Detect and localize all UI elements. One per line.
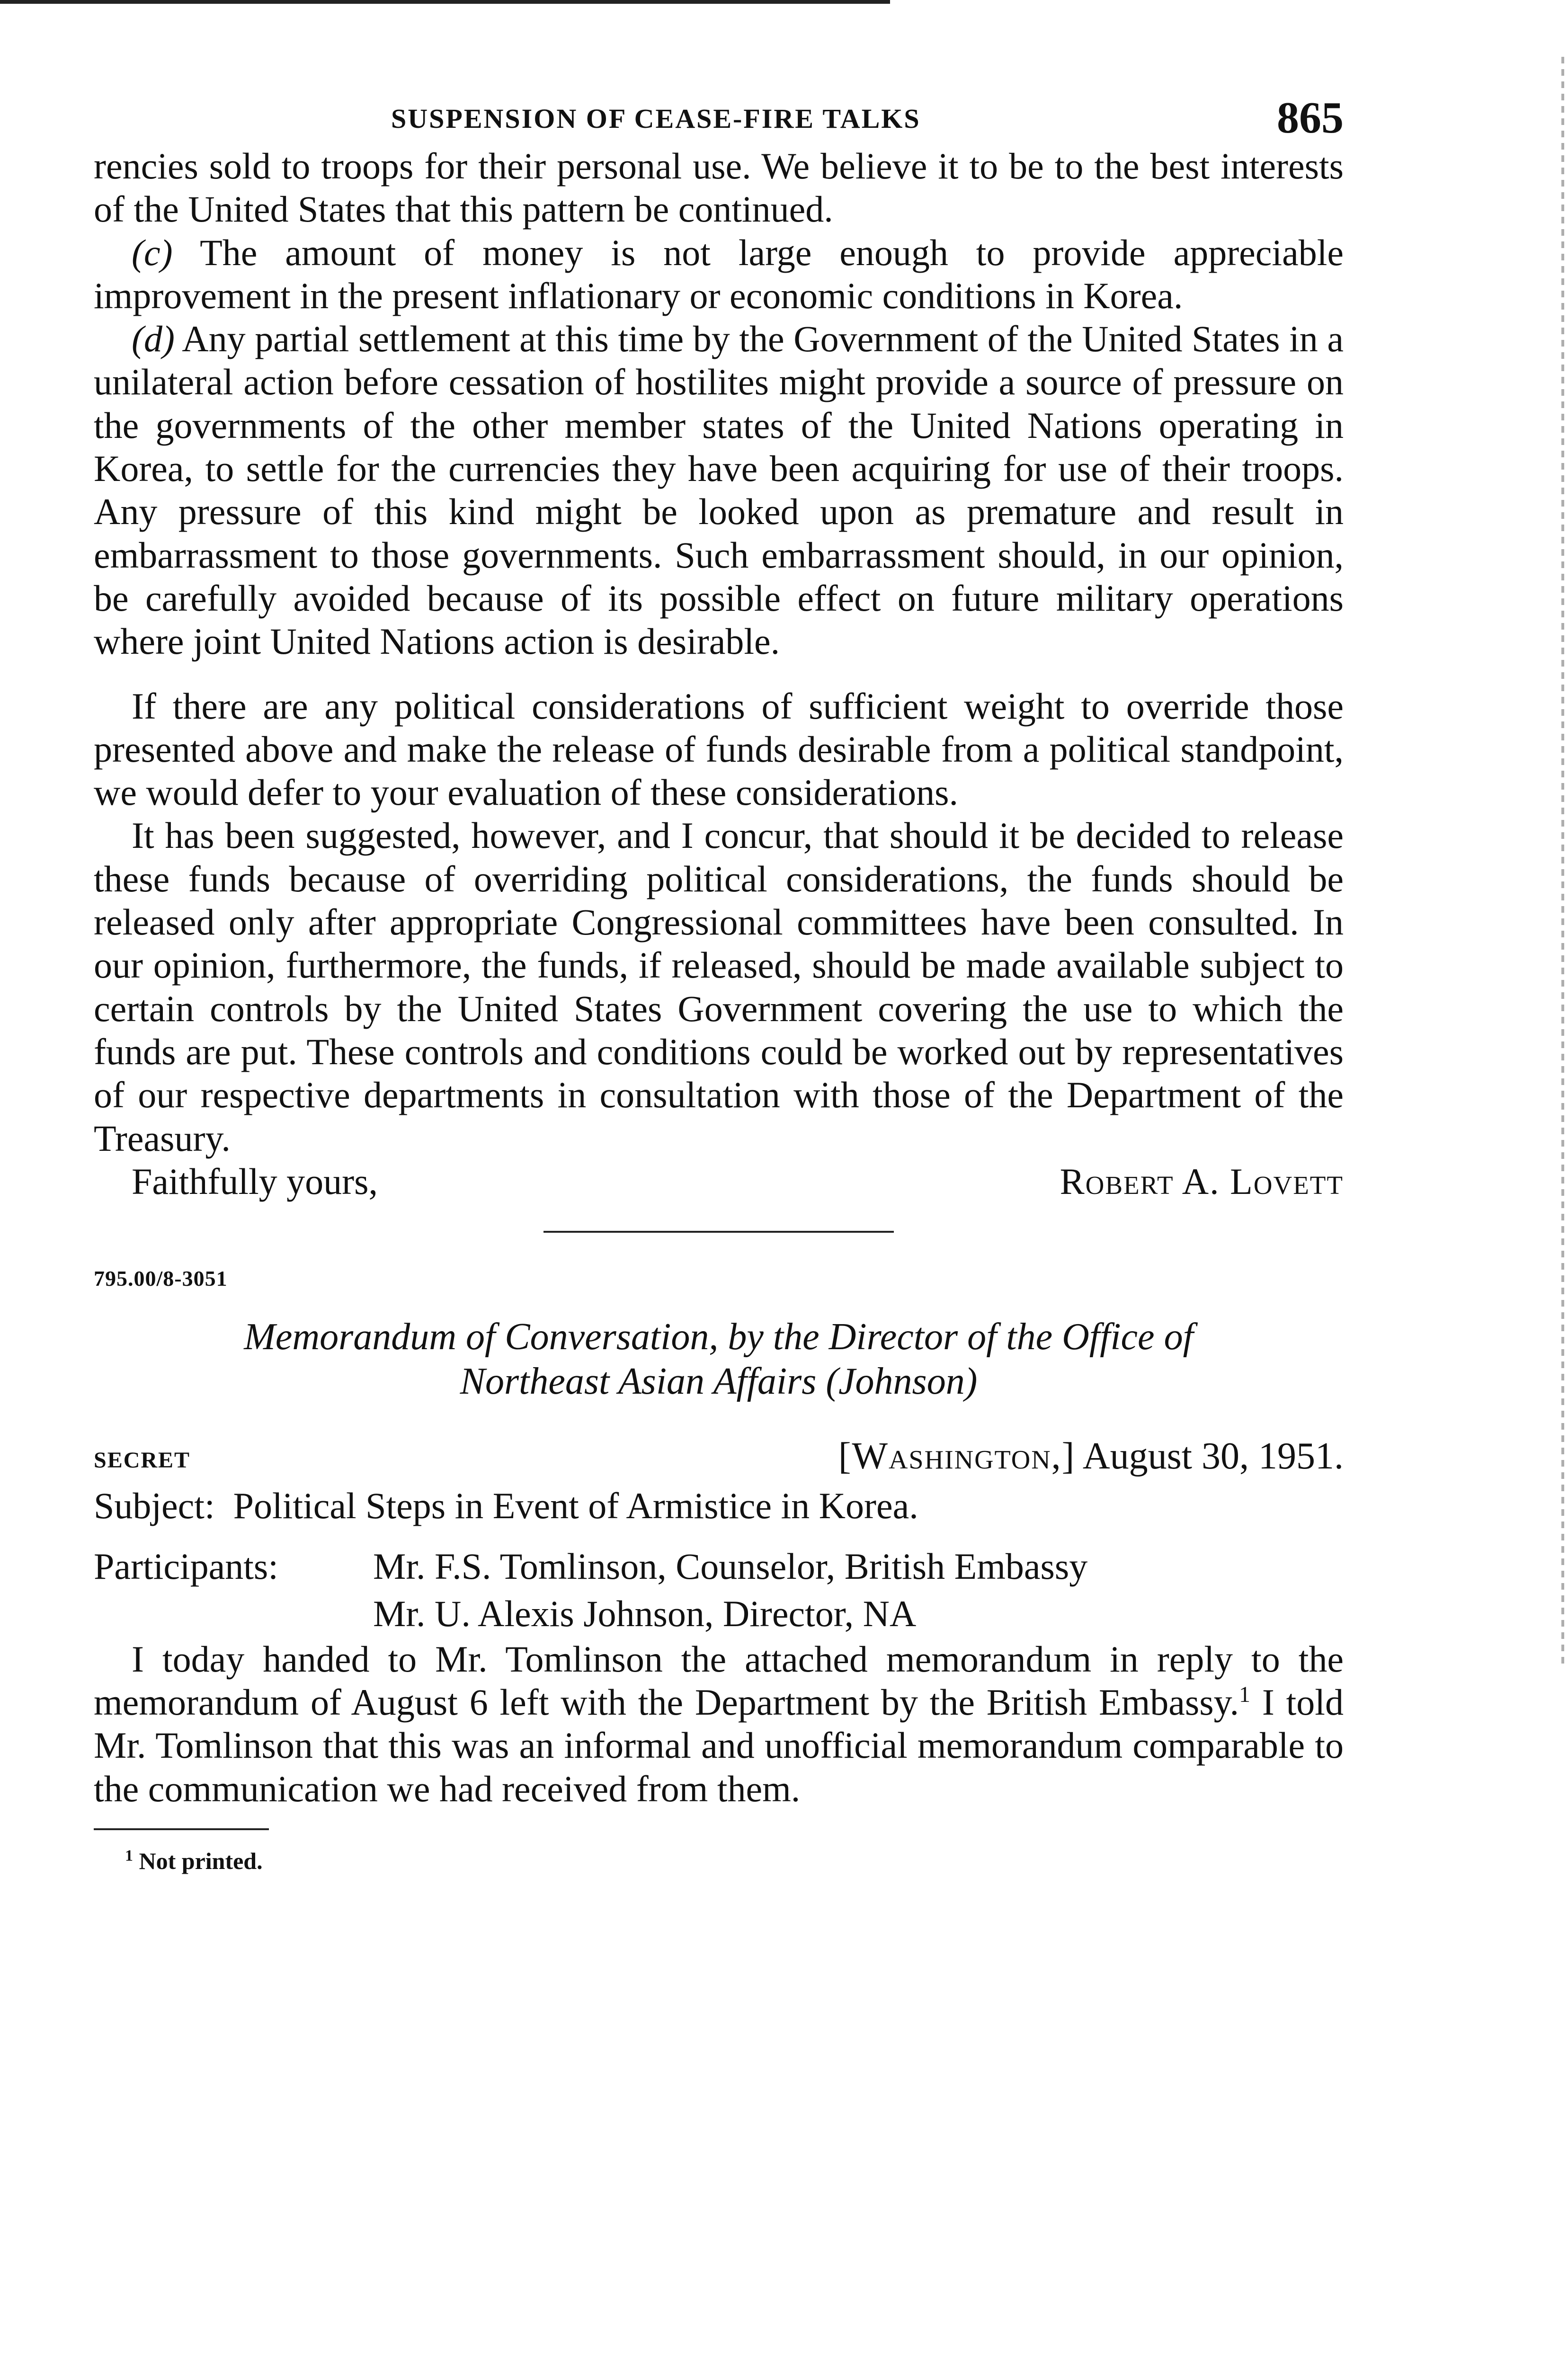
- memo-title: [94, 1315, 1344, 1404]
- footnote-reference: 1: [1239, 1682, 1251, 1708]
- footnote-text: Not printed.: [139, 1848, 263, 1875]
- participants-list: [373, 1543, 1087, 1637]
- running-title: SUSPENSION OF CEASE-FIRE TALKS: [391, 103, 921, 134]
- item-d-text: Any partial settlement at this time by the Government of the United States in a unilateral action before cessation of hostilites might provide a source of pressure on the governments of the other member states of the United Nations operating in Korea, to settle for the currencies they have been acquiring for use of their troops. Any pressure of this kind might be looked upon as premature and result in embarrassment to those governments. Such embarrassment should, in our opinion, be carefully avoided because of its possible effect on future military operations where joint United Nations action is desirable.: [94, 318, 1344, 662]
- document-page: [94, 92, 1344, 1875]
- date: August 30, 1951.: [1075, 1435, 1344, 1477]
- item-c-marker: (c): [132, 231, 173, 273]
- file-reference: 795.00/8-3051: [94, 1266, 228, 1290]
- footnote-rule: [94, 1828, 269, 1830]
- signature: Robert A. Lovett: [1060, 1160, 1344, 1202]
- memo-title-line-1: Memorandum of Conversation, by the Director of the Office of: [244, 1316, 1194, 1358]
- letter-paragraph-continued: rencies sold to troops for their personal use. We believe it to be to the best interests of the United States that this pattern be continued.: [94, 145, 1344, 230]
- letter-paragraph-suggested: It has been suggested, however, and I concur, that should it be decided to release these funds because of overriding political considerations, the funds should be released only after appropriate Congressional committees have been consulted. In our opinion, furthermore, the funds, if released, should be made available subject to certain controls by the United States Government covering the use to which the funds are put. These controls and conditions could be worked out by representatives of our respective departments in consultation with those of the Department of the Treasury.: [94, 815, 1344, 1159]
- memo-body-paragraph: [94, 1637, 1344, 1810]
- classification-label: SECRET: [94, 1447, 191, 1473]
- paragraph-gap: [94, 663, 1344, 685]
- footnote: [125, 1847, 1344, 1875]
- page-number: 865: [1277, 93, 1344, 142]
- place-date: [838, 1435, 1344, 1478]
- letter-paragraph-political: If there are any political considerations of sufficient weight to override those presented above and make the release of funds desirable from a political standpoint, we would defer to your evaluation of these considerations.: [94, 685, 1344, 813]
- section-divider: [543, 1231, 894, 1233]
- subject-label: Subject:: [94, 1485, 215, 1526]
- memo-title-line-2: Northeast Asian Affairs (Johnson): [460, 1360, 978, 1402]
- participants-block: [94, 1543, 1344, 1637]
- complimentary-close: Faithfully yours,: [132, 1160, 378, 1202]
- subject-line: [94, 1484, 1344, 1528]
- letter-item-c: [94, 231, 1344, 318]
- letter-item-d: [94, 317, 1344, 663]
- memo-body-part-2: I told Mr. Tomlinson that this was an informal and unofficial memorandum comparable to the communication we had received from them.: [94, 1682, 1344, 1809]
- participant-1: Mr. F.S. Tomlinson, Counselor, British Embassy: [373, 1545, 1088, 1587]
- footnote-mark: 1: [125, 1847, 133, 1865]
- dateline: [94, 1435, 1344, 1482]
- scan-top-rule: [0, 0, 890, 4]
- participant-2: Mr. U. Alexis Johnson, Director, NA: [373, 1593, 917, 1634]
- memo-body-part-1: I today handed to Mr. Tomlinson the attached memorandum in reply to the memorandum of August 6 left with the Department by the British Embassy.: [94, 1638, 1344, 1723]
- scan-binding-edge: [1561, 57, 1564, 1666]
- subject-text: Political Steps in Event of Armistice in Korea.: [233, 1485, 918, 1526]
- letter-closing: [94, 1160, 1344, 1203]
- running-head: [94, 92, 1344, 144]
- item-d-marker: (d): [132, 318, 175, 360]
- participants-label: Participants:: [94, 1545, 278, 1587]
- item-c-text: The amount of money is not large enough to provide appreciable improvement in the present inflationary or economic conditions in Korea.: [94, 231, 1344, 316]
- place: [Washington,]: [838, 1435, 1076, 1477]
